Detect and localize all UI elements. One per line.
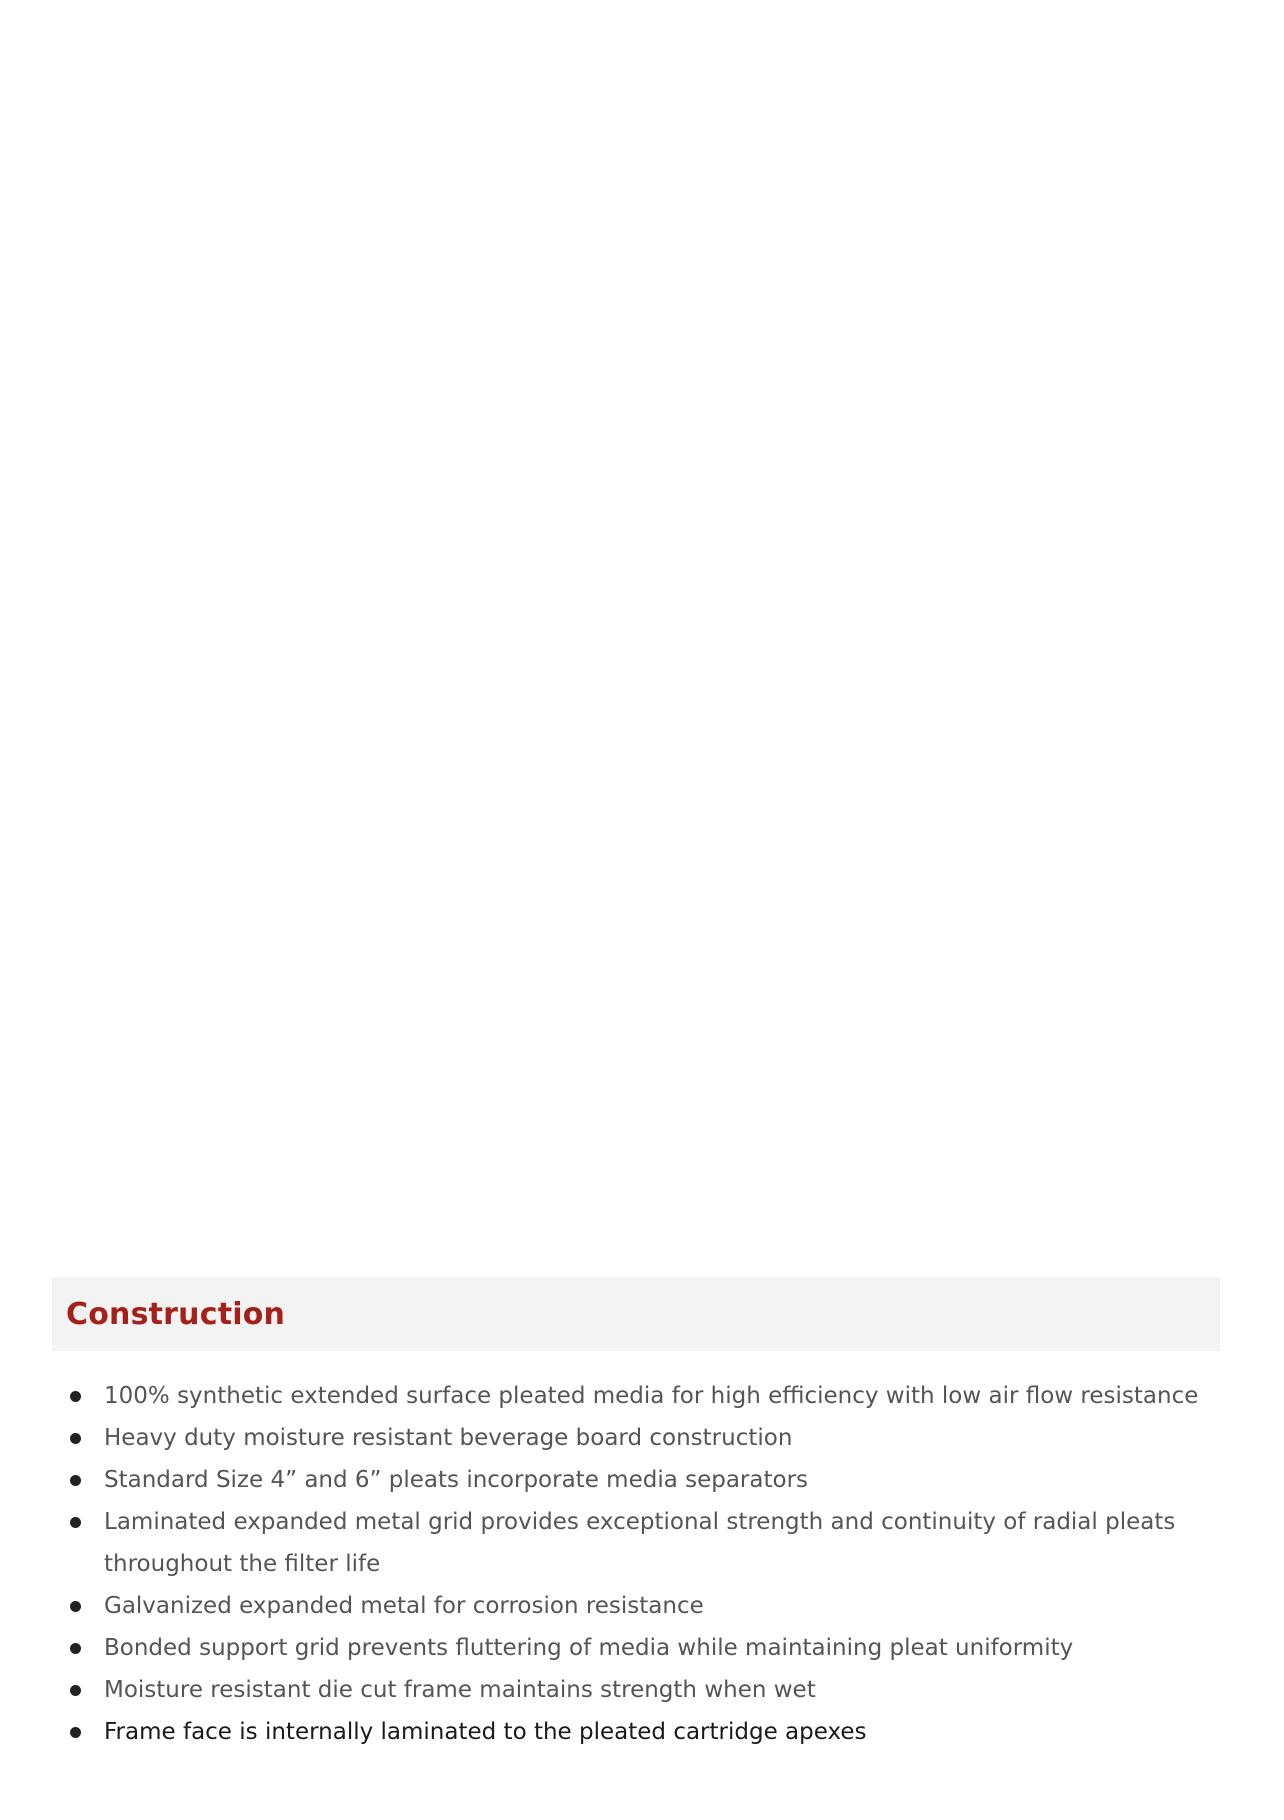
list-item: [70, 1501, 1230, 1585]
list-item-text: Frame face is internally laminated to the pleated cartridge apexes: [104, 1719, 867, 1745]
list-item: [70, 1459, 1230, 1501]
bullet-icon: [70, 1391, 81, 1402]
bullet-icon: [70, 1601, 81, 1612]
bullet-icon: [70, 1433, 81, 1444]
bullet-icon: [70, 1643, 81, 1654]
list-item-text: Heavy duty moisture resistant beverage board construction: [104, 1425, 793, 1451]
list-item-text: 100% synthetic extended surface pleated media for high efficiency with low air flow resistance: [104, 1383, 1199, 1409]
list-item-text: Standard Size 4” and 6” pleats incorporate media separators: [104, 1467, 809, 1493]
construction-header: [52, 1277, 1220, 1351]
list-item: [70, 1375, 1230, 1417]
list-item-text: Moisture resistant die cut frame maintains strength when wet: [104, 1677, 816, 1703]
list-item-text: Laminated expanded metal grid provides exceptional strength and continuity of radial pleats throughout the filter life: [104, 1509, 1176, 1577]
list-item: [70, 1627, 1230, 1669]
list-item: [70, 1417, 1230, 1459]
list-item-text: Galvanized expanded metal for corrosion resistance: [104, 1593, 704, 1619]
list-item: [70, 1585, 1230, 1627]
list-item: [70, 1669, 1230, 1711]
bullet-icon: [70, 1475, 81, 1486]
list-item: [70, 1711, 1230, 1753]
list-item-text: Bonded support grid prevents fluttering of media while maintaining pleat uniformity: [104, 1635, 1074, 1661]
bullet-icon: [70, 1517, 81, 1528]
bullet-icon: [70, 1685, 81, 1696]
construction-title: Construction: [66, 1296, 286, 1332]
bullet-icon: [70, 1727, 81, 1738]
construction-feature-list: [70, 1375, 1230, 1753]
